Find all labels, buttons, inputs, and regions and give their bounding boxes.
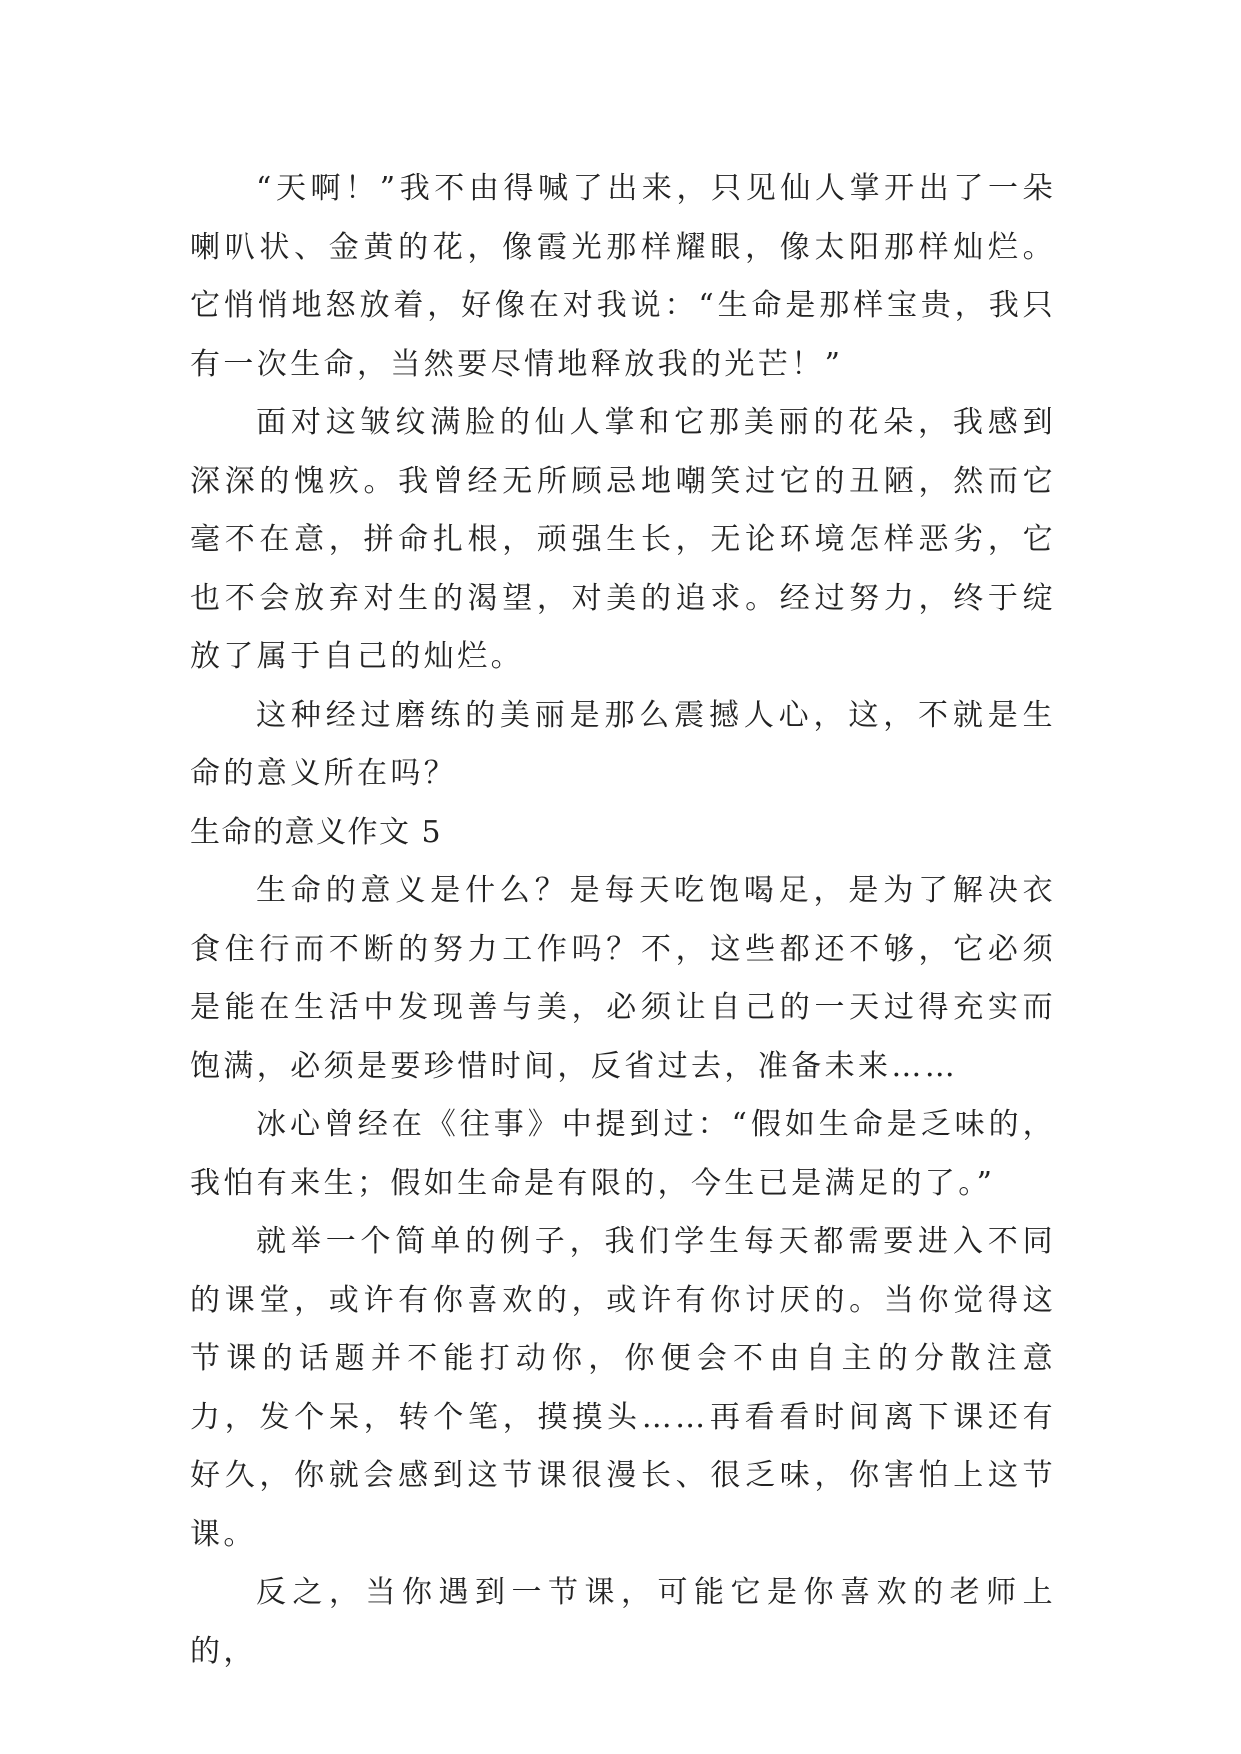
paragraph-cactus-reflection: 面对这皱纹满脸的仙人掌和它那美丽的花朵，我感到深深的愧疚。我曾经无所顾忌地嘲笑过它的丑陋，然而它毫不在意，拼命扎根，顽强生长，无论环境怎样恶劣，它也不会放弃对生的渴望，对美的追求。经过努力，终于绽放了属于自己的灿烂。 [190, 405, 1056, 674]
paragraph-meaning-of-life: 生命的意义是什么？是每天吃饱喝足，是为了解决衣食住行而不断的努力工作吗？不，这些都还不够，它必须是能在生活中发现善与美，必须让自己的一天过得充实而饱满，必须是要珍惜时间，反省过去，准备未来…… [190, 873, 1056, 1084]
paragraph-classroom-example: 就举一个简单的例子，我们学生每天都需要进入不同的课堂，或许有你喜欢的，或许有你讨厌的。当你觉得这节课的话题并不能打动你，你便会不由自主的分散注意力，发个呆，转个笔，摸摸头……再看看时间离下课还有好久，你就会感到这节课很漫长、很乏味，你害怕上这节课。 [190, 1224, 1056, 1552]
document-body [190, 160, 1056, 1681]
paragraph-meaning-question: 这种经过磨练的美丽是那么震撼人心，这，不就是生命的意义所在吗？ [190, 697, 1056, 791]
paragraph-bingxin-quote: 冰心曾经在《往事》中提到过：“假如生命是乏味的，我怕有来生；假如生命是有限的，今生已是满足的了。” [190, 1107, 1056, 1201]
paragraph-conversely: 反之，当你遇到一节课，可能它是你喜欢的老师上的， [190, 1575, 1056, 1669]
section-title: 生命的意义作文 5 [190, 814, 443, 850]
paragraph-cactus-bloom: “天啊！”我不由得喊了出来，只见仙人掌开出了一朵喇叭状、金黄的花，像霞光那样耀眼，像太阳那样灿烂。它悄悄地怒放着，好像在对我说：“生命是那样宝贵，我只有一次生命，当然要尽情地释放我的光芒！” [190, 171, 1056, 382]
